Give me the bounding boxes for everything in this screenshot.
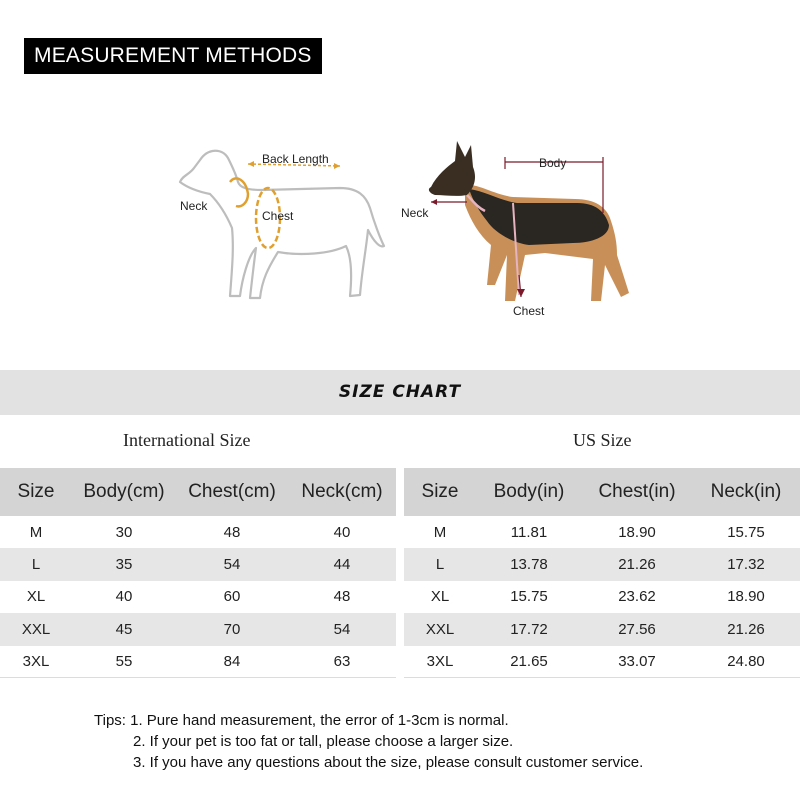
- size-chart-title: SIZE CHART: [338, 382, 462, 402]
- table-row: [0, 646, 396, 678]
- us-size-caption: US Size: [573, 430, 632, 450]
- table-cell: 84: [176, 646, 288, 678]
- table-cell: 11.81: [510, 523, 548, 541]
- table-header-row: [0, 468, 396, 516]
- table-cell: XL: [430, 588, 450, 606]
- column-header: Size: [404, 468, 476, 516]
- table-cell: 63: [288, 646, 396, 678]
- label-neck: Neck: [180, 199, 208, 213]
- table-row: [404, 548, 800, 580]
- table-row: [0, 516, 396, 548]
- table-cell: 13.78: [476, 548, 582, 580]
- us-size-table: [404, 468, 800, 678]
- international-size-table: [0, 468, 396, 678]
- table-cell: XL: [26, 588, 46, 606]
- tips-prefix: Tips:: [94, 712, 126, 729]
- table-cell: 15.75: [727, 523, 765, 541]
- table-row: [0, 613, 396, 645]
- table-cell: L: [404, 548, 476, 580]
- label-body: Body: [539, 156, 567, 170]
- table-cell: 70: [176, 613, 288, 645]
- tip-item: 2. If your pet is too fat or tall, please choose a larger size.: [133, 733, 514, 750]
- label-neck: Neck: [401, 206, 429, 220]
- table-cell: 17.72: [476, 613, 582, 645]
- table-cell: 45: [72, 613, 176, 645]
- table-cell: L: [0, 548, 72, 580]
- table-cell: 60: [223, 588, 241, 606]
- column-header: Neck(in): [692, 468, 800, 516]
- table-cell: 21.65: [476, 646, 582, 678]
- table-cell: 27.56: [582, 613, 692, 645]
- column-header: Body(cm): [72, 468, 176, 516]
- shepherd-dog-icon: [395, 125, 645, 325]
- table-cell: 17.32: [692, 548, 800, 580]
- table-row: [404, 613, 800, 645]
- table-cell: 3XL: [404, 646, 476, 678]
- column-header: Neck(cm): [288, 468, 396, 516]
- table-cell: 48: [223, 523, 241, 541]
- table-cell: M: [29, 523, 43, 541]
- table-row: [0, 581, 396, 613]
- table-cell: 24.80: [692, 646, 800, 678]
- table-cell: 44: [288, 548, 396, 580]
- label-back-length: Back Length: [262, 152, 329, 166]
- column-header: Body(in): [476, 468, 582, 516]
- table-header-row: [404, 468, 800, 516]
- size-chart-banner: [0, 370, 800, 415]
- table-cell: M: [433, 523, 447, 541]
- label-chest: Chest: [262, 209, 294, 223]
- tip-line: [94, 710, 643, 731]
- table-cell: 40: [115, 588, 133, 606]
- table-cell: 54: [176, 548, 288, 580]
- table-row: [404, 646, 800, 678]
- tip-item: 3. If you have any questions about the size, please consult customer service.: [133, 754, 644, 771]
- label-chest: Chest: [513, 304, 545, 318]
- section-title: MEASUREMENT METHODS: [24, 38, 322, 74]
- international-size-caption: International Size: [123, 430, 251, 450]
- table-row: [404, 516, 800, 548]
- table-cell: 23.62: [618, 588, 656, 606]
- table-cell: 30: [115, 523, 133, 541]
- column-header: Chest(in): [582, 468, 692, 516]
- table-cell: XXL: [404, 613, 476, 645]
- dog-outline-icon: [170, 130, 400, 320]
- table-cell: XXL: [0, 613, 72, 645]
- table-cell: 15.75: [510, 588, 548, 606]
- table-row: [0, 548, 396, 580]
- table-cell: 54: [288, 613, 396, 645]
- table-cell: 18.90: [727, 588, 765, 606]
- table-cell: 18.90: [618, 523, 656, 541]
- table-row: [404, 581, 800, 613]
- tip-item: 1. Pure hand measurement, the error of 1-3cm is normal.: [130, 712, 509, 729]
- table-cell: 3XL: [0, 646, 72, 678]
- table-cell: 55: [72, 646, 176, 678]
- shepherd-dog-diagram: [395, 125, 645, 325]
- table-cell: 48: [333, 588, 351, 606]
- table-cell: 21.26: [582, 548, 692, 580]
- table-cell: 40: [333, 523, 351, 541]
- column-header: Chest(cm): [176, 468, 288, 516]
- table-cell: 21.26: [692, 613, 800, 645]
- table-cell: 33.07: [582, 646, 692, 678]
- column-header: Size: [0, 468, 72, 516]
- tips-block: [94, 710, 643, 773]
- dog-outline-diagram: [170, 130, 400, 320]
- table-cell: 35: [72, 548, 176, 580]
